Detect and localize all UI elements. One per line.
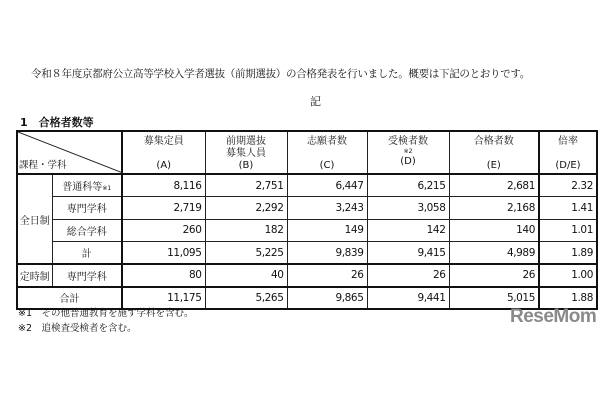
cell: 9,441 [367, 287, 449, 310]
intro-text: 令和８年度京都府公立高等学校入学者選抜（前期選抜）の合格発表を行いました。概要は下記のとおりです。 [31, 68, 530, 80]
cell: 1.88 [539, 287, 597, 310]
row-label: 総合学科 [52, 219, 122, 242]
row-label: 専門学科 [52, 264, 122, 287]
table-row [17, 264, 597, 287]
table-row [17, 219, 597, 242]
cell: 5,265 [205, 287, 287, 310]
cell: 1.41 [539, 197, 597, 220]
footnote: ※1 その他普通教育を施す学科を含む。 [18, 308, 194, 319]
group-label: 定時制 [17, 264, 52, 287]
table-row [17, 242, 597, 265]
resemom-logo: ReseMom [510, 306, 597, 327]
cell: 8,116 [122, 174, 205, 197]
cell: 6,447 [287, 174, 367, 197]
header-row [17, 131, 597, 174]
header-cell: 募集定員 (A) [122, 131, 205, 174]
header-cell: 倍率 (D/E) [539, 131, 597, 174]
cell: 260 [122, 219, 205, 242]
table-row [17, 174, 597, 197]
row-label: 普通科等※1 [52, 174, 122, 197]
header-cell: 合格者数 (E) [449, 131, 539, 174]
cell: 80 [122, 264, 205, 287]
cell: 11,095 [122, 242, 205, 265]
row-label: 計 [52, 242, 122, 265]
cell: 3,058 [367, 197, 449, 220]
cell: 2,292 [205, 197, 287, 220]
section-title: 1 合格者数等 [20, 116, 94, 129]
cell: 26 [287, 264, 367, 287]
corner-cell [18, 132, 121, 173]
cell: 6,215 [367, 174, 449, 197]
cell: 142 [367, 219, 449, 242]
cell: 4,989 [449, 242, 539, 265]
cell: 2.32 [539, 174, 597, 197]
cell: 3,243 [287, 197, 367, 220]
cell: 5,225 [205, 242, 287, 265]
header-cell: 志願者数 (C) [287, 131, 367, 174]
cell: 40 [205, 264, 287, 287]
cell: 2,751 [205, 174, 287, 197]
cell: 9,839 [287, 242, 367, 265]
cell: 140 [449, 219, 539, 242]
cell: 1.89 [539, 242, 597, 265]
cell: 11,175 [122, 287, 205, 310]
cell: 26 [449, 264, 539, 287]
cell: 2,168 [449, 197, 539, 220]
header-cell: 受検者数 ※2 (D) [367, 131, 449, 174]
cell: 2,719 [122, 197, 205, 220]
cell: 5,015 [449, 287, 539, 310]
admission-table [16, 130, 598, 310]
row-label: 合計 [17, 287, 122, 310]
cell: 182 [205, 219, 287, 242]
cell: 9,865 [287, 287, 367, 310]
group-label: 全日制 [17, 174, 52, 264]
table-row [17, 197, 597, 220]
cell: 2,681 [449, 174, 539, 197]
cell: 26 [367, 264, 449, 287]
row-label: 専門学科 [52, 197, 122, 220]
cell: 1.00 [539, 264, 597, 287]
footnote: ※2 追検査受検者を含む。 [18, 323, 137, 334]
cell: 149 [287, 219, 367, 242]
corner-label: 課程・学科 [19, 160, 67, 171]
cell: 1.01 [539, 219, 597, 242]
ki-heading: 記 [310, 95, 321, 108]
cell: 9,415 [367, 242, 449, 265]
header-cell: 前期選抜 募集人員 (B) [205, 131, 287, 174]
